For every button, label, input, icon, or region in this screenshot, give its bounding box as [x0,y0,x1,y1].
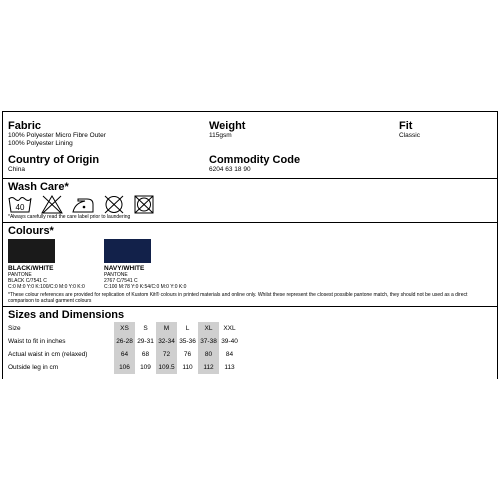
commodity-block [209,154,300,174]
colour-label-black [8,265,85,290]
pantone-label: PANTONE [104,272,128,278]
row-label: Actual waist in cm (relaxed) [8,351,88,358]
fabric-line: 100% Polyester Lining [8,140,73,147]
do-not-dry-clean-icon [104,195,124,214]
size-cell: L [185,325,190,332]
sizes-heading: Sizes and Dimensions [8,309,125,321]
size-cell: 112 [198,361,219,374]
origin-block [8,154,99,174]
size-cell: 109.5 [156,361,177,374]
table-row [8,348,240,361]
pantone-code: 2767 C/7541 C [104,278,138,284]
size-cell: 109 [140,364,151,371]
size-cell: 113 [224,364,235,371]
colour-swatch-navy [104,239,151,263]
size-cell: 84 [225,351,234,358]
size-cell: 29-31 [137,338,154,345]
table-row [8,361,240,374]
size-cell: 32-34 [156,335,177,348]
origin-value: China [8,166,25,173]
colours-note: *These colour references are provided for replication of Kustom Kit® colours in printed materials and online only. Whilst these represent the closest possible pantone match, they should not be used as a direct comparison to actual garment colours [8,292,468,304]
weight-value: 115gsm [209,132,232,139]
size-cell: 35-36 [179,338,196,345]
colour-swatch-black [8,239,55,263]
wash-40-icon [8,195,32,214]
size-cell: 76 [183,351,192,358]
size-cell: 106 [114,361,135,374]
table-row [8,322,240,335]
wash-temp: 40 [15,203,25,212]
size-table [8,322,240,374]
fit-block [399,120,420,140]
wash-care-section [2,179,498,223]
size-cell: XS [114,322,135,335]
size-cell: S [143,325,148,332]
size-cell: 68 [141,351,150,358]
cmyk-code: C:0 M:0 Y:0 K:100/C:0 M:0 Y:0 K:0 [8,284,85,290]
do-not-tumble-dry-icon [133,195,155,214]
size-cell: 80 [198,348,219,361]
size-cell: XL [198,322,219,335]
fabric-heading: Fabric [8,120,42,132]
iron-low-icon [71,195,95,214]
commodity-heading: Commodity Code [209,154,301,166]
origin-heading: Country of Origin [8,154,100,166]
fabric-block [8,120,106,148]
weight-block [209,120,245,140]
size-cell: 64 [114,348,135,361]
size-cell: 72 [156,348,177,361]
fabric-line: 100% Polyester Micro Fibre Outer [8,132,106,139]
colour-name: BLACK/WHITE [8,265,54,272]
spec-sheet [2,111,498,379]
size-cell: 37-38 [198,335,219,348]
colour-label-navy [104,265,186,290]
table-row [8,335,240,348]
commodity-value: 6204 63 18 90 [209,166,251,173]
size-cell: XXL [223,325,236,332]
fit-heading: Fit [399,120,413,132]
pantone-code: BLACK C/7541 C [8,278,47,284]
product-specs [2,112,498,179]
weight-heading: Weight [209,120,246,132]
colours-heading: Colours* [8,225,54,237]
colour-name: NAVY/WHITE [104,265,145,272]
sizes-section [2,307,498,379]
colours-section [2,223,498,307]
row-label: Waist to fit in inches [8,338,66,345]
wash-care-note: *Always carefully read the care label prior to laundering [8,214,131,220]
pantone-label: PANTONE [8,272,32,278]
row-label: Outside leg in cm [8,364,59,371]
row-label: Size [8,325,21,332]
size-cell: 110 [182,364,193,371]
size-cell: 39-40 [221,338,238,345]
size-cell: M [156,322,177,335]
cmyk-code: C:100 M:78 Y:0 K:54/C:0 M:0 Y:0 K:0 [104,284,187,290]
fit-value: Classic [399,132,420,139]
do-not-bleach-icon [41,195,63,214]
size-cell: 26-28 [114,335,135,348]
wash-care-heading: Wash Care* [8,181,69,193]
